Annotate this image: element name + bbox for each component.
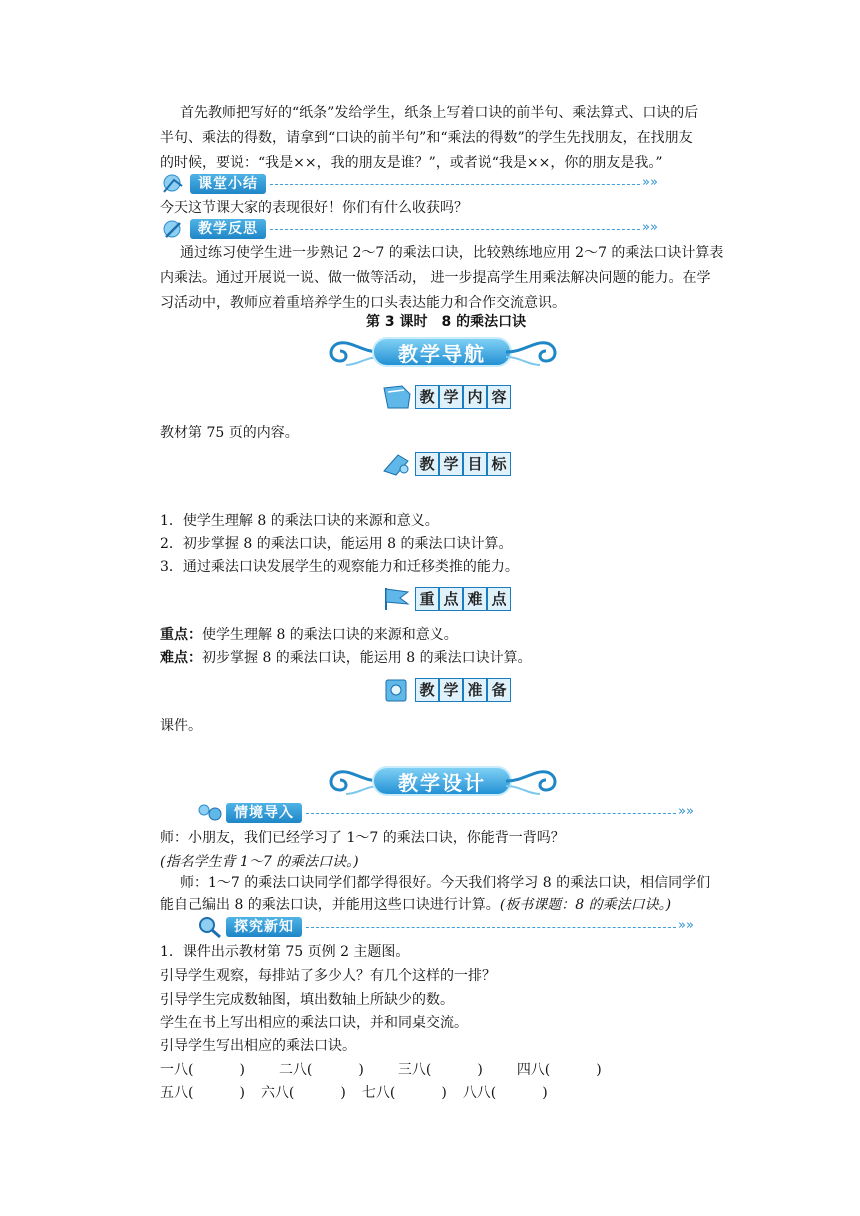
reflection-line-3: 习活动中，教师应着重培养学生的口头表达能力和合作交流意识。 xyxy=(160,295,566,311)
key-heading-char: 点 xyxy=(439,587,463,611)
hard-point-line xyxy=(160,648,532,668)
fill-in-prompt: 一八( xyxy=(160,1062,194,1078)
reflection-section-header xyxy=(160,219,660,241)
key-point-line xyxy=(160,625,458,645)
flag-icon xyxy=(382,586,412,612)
fill-in-prompt: 三八( xyxy=(397,1062,432,1078)
goals-heading-char: 目 xyxy=(463,452,487,476)
goals-heading-char: 教 xyxy=(415,452,439,476)
fill-in-close: ) xyxy=(340,1085,346,1101)
summary-tag: 课堂小结 xyxy=(190,174,266,194)
situation-tag: 情境导入 xyxy=(226,803,302,823)
explore-line: 学生在书上写出相应的乘法口诀，并和同桌交流。 xyxy=(160,1015,468,1031)
prep-heading-char: 备 xyxy=(487,678,511,702)
prep-heading-char: 教 xyxy=(415,678,439,702)
fill-in-close: ) xyxy=(542,1085,548,1101)
fill-in-prompt: 二八( xyxy=(278,1062,313,1078)
fill-in-prompt: 五八( xyxy=(160,1085,194,1101)
fill-in-row xyxy=(160,1060,602,1080)
goal-item: 2．初步掌握 8 的乘法口诀，能运用 8 的乘法口诀计算。 xyxy=(160,536,513,552)
intro-line-2: 半句、乘法的得数，请拿到“口诀的前半句”和“乘法的得数”的学生先找朋友，在找朋友 xyxy=(160,130,693,146)
content-heading-char: 教 xyxy=(415,385,439,409)
intro-line-1: 首先教师把写好的“纸条”发给学生，纸条上写着口诀的前半句、乘法算式、口诀的后 xyxy=(180,105,699,121)
goal-item: 1．使学生理解 8 的乘法口诀的来源和意义。 xyxy=(160,513,439,529)
goals-heading-char: 标 xyxy=(487,452,511,476)
reflection-line-2: 内乘法。通过开展说一说、做一做等活动， 进一步提高学生用乘法解决问题的能力。在学 xyxy=(160,270,711,286)
explore-tag: 探究新知 xyxy=(226,917,302,937)
prep-text: 课件。 xyxy=(160,718,202,734)
chevrons-right-icon: »» xyxy=(678,804,694,819)
explore-line: 引导学生观察，每排站了多少人？有几个这样的一排？ xyxy=(160,968,496,984)
teaching-nav-banner xyxy=(322,335,562,369)
content-heading xyxy=(382,384,522,410)
fill-in-prompt: 四八( xyxy=(516,1062,551,1078)
banner-design-label: 教学设计 xyxy=(372,766,512,796)
situation-line-1: 师：小朋友，我们已经学习了 1～7 的乘法口诀，你能背一背吗？ xyxy=(160,830,565,846)
fill-in-close: ) xyxy=(358,1062,364,1078)
reflection-tag: 教学反思 xyxy=(190,219,266,239)
divider xyxy=(270,229,640,230)
divider xyxy=(306,813,676,814)
fill-in-prompt: 六八( xyxy=(260,1085,295,1101)
prep-heading-char: 学 xyxy=(439,678,463,702)
fill-in-close: ) xyxy=(239,1085,245,1101)
situation-line-4 xyxy=(160,895,671,915)
board-title-note: (板书课题：8 的乘法口诀。) xyxy=(499,897,672,913)
situation-line-2: (指名学生背 1～7 的乘法口诀。) xyxy=(160,854,359,870)
pencil-icon xyxy=(382,451,412,477)
teaching-design-banner xyxy=(322,764,562,798)
fill-in-close: ) xyxy=(477,1062,483,1078)
key-heading-char: 点 xyxy=(487,587,511,611)
divider xyxy=(270,184,640,185)
goals-heading-char: 学 xyxy=(439,452,463,476)
prep-heading xyxy=(382,677,522,703)
goals-heading xyxy=(382,451,522,477)
fill-in-row xyxy=(160,1083,548,1103)
situation-section-header xyxy=(196,803,696,825)
fill-in-prompt: 八八( xyxy=(462,1085,497,1101)
intro-line-3: 的时候，要说：“我是××，我的朋友是谁？”，或者说“我是××，你的朋友是我。” xyxy=(160,155,663,171)
summary-text: 今天这节课大家的表现很好！你们有什么收获吗？ xyxy=(160,200,468,216)
explore-line: 引导学生写出相应的乘法口诀。 xyxy=(160,1038,356,1054)
fill-in-close: ) xyxy=(441,1085,447,1101)
hard-text: 初步掌握 8 的乘法口诀，能运用 8 的乘法口诀计算。 xyxy=(202,650,532,666)
pen-icon xyxy=(160,217,188,241)
banner-nav-label: 教学导航 xyxy=(372,337,512,367)
swirl-right-icon xyxy=(504,335,564,369)
explore-line: 1．课件出示教材第 75 页例 2 主题图。 xyxy=(160,944,410,960)
hard-label: 难点： xyxy=(160,650,202,666)
key-heading-char: 重 xyxy=(415,587,439,611)
chevrons-right-icon: »» xyxy=(642,220,658,235)
book-icon xyxy=(382,384,412,410)
key-label: 重点： xyxy=(160,627,202,643)
lightbulb-icon xyxy=(160,172,188,196)
content-heading-char: 学 xyxy=(439,385,463,409)
goal-item: 3．通过乘法口诀发展学生的观察能力和迁移类推的能力。 xyxy=(160,559,519,575)
explore-section-header xyxy=(196,917,696,939)
key-heading xyxy=(382,586,522,612)
divider xyxy=(306,927,676,928)
chevrons-right-icon: »» xyxy=(642,175,658,190)
content-heading-char: 容 xyxy=(487,385,511,409)
key-heading-char: 难 xyxy=(463,587,487,611)
key-text: 使学生理解 8 的乘法口诀的来源和意义。 xyxy=(202,627,458,643)
fill-in-close: ) xyxy=(239,1062,245,1078)
fill-in-prompt: 七八( xyxy=(361,1085,396,1101)
swirl-right-icon xyxy=(504,764,564,798)
group-icon xyxy=(196,801,224,825)
situation-line-3: 师：1～7 的乘法口诀同学们都学得很好。今天我们将学习 8 的乘法口诀，相信同学们 xyxy=(180,875,711,891)
situation-line-4-text: 能自己编出 8 的乘法口诀，并能用这些口诀进行计算。 xyxy=(160,897,500,913)
magnifier-icon xyxy=(196,915,224,939)
content-heading-char: 内 xyxy=(463,385,487,409)
reflection-line-1: 通过练习使学生进一步熟记 2～7 的乘法口诀，比较熟练地应用 2～7 的乘法口诀计算表 xyxy=(180,245,724,261)
fill-in-close: ) xyxy=(596,1062,602,1078)
prep-heading-char: 准 xyxy=(463,678,487,702)
lesson-title: 第 3 课时 8 的乘法口诀 xyxy=(366,314,527,330)
content-text: 教材第 75 页的内容。 xyxy=(160,425,299,441)
explore-line: 引导学生完成数轴图，填出数轴上所缺少的数。 xyxy=(160,992,454,1008)
summary-section-header xyxy=(160,174,660,196)
chevrons-right-icon: »» xyxy=(678,918,694,933)
clipboard-icon xyxy=(382,677,412,703)
